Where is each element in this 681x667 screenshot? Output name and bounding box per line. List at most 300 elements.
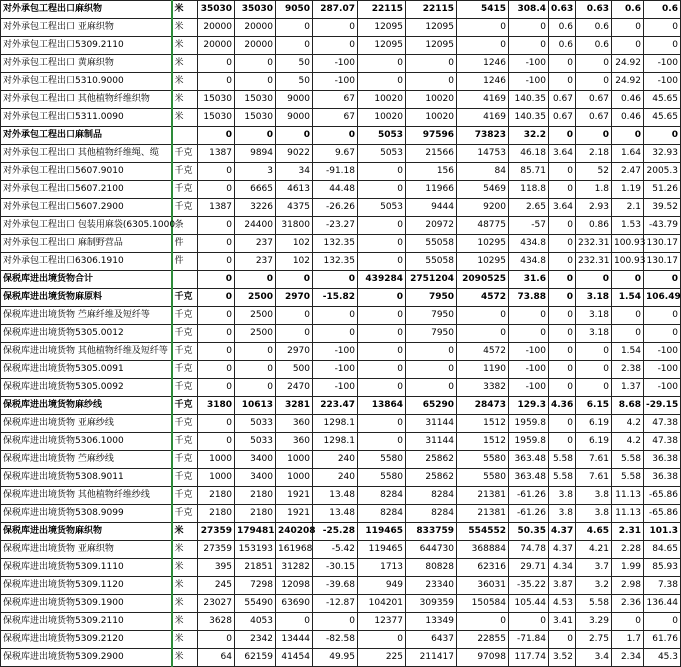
- value-cell-4: 0: [313, 271, 358, 289]
- value-cell-7: 554552: [457, 523, 509, 541]
- value-cell-4: 0: [313, 127, 358, 145]
- value-cell-12: -43.79: [644, 217, 681, 235]
- value-cell-6: 80828: [406, 559, 457, 577]
- row-name-cell: 对外承包工程出口5607.2900: [1, 199, 172, 217]
- value-cell-8: 50.35: [509, 523, 549, 541]
- row-name-cell: 保税库进出境货物5308.9099: [1, 505, 172, 523]
- value-cell-3: 41454: [276, 649, 313, 667]
- value-cell-4: -100: [313, 379, 358, 397]
- table-row: [1, 163, 681, 181]
- value-cell-9: 0: [549, 325, 576, 343]
- value-cell-4: 287.07: [313, 1, 358, 19]
- value-cell-8: 74.78: [509, 541, 549, 559]
- value-cell-8: 434.8: [509, 235, 549, 253]
- value-cell-1: 27359: [198, 541, 235, 559]
- value-cell-4: 240: [313, 469, 358, 487]
- value-cell-12: -65.86: [644, 487, 681, 505]
- value-cell-7: 4572: [457, 343, 509, 361]
- unit-cell: 千克: [172, 415, 198, 433]
- value-cell-7: 150584: [457, 595, 509, 613]
- value-cell-10: 0: [576, 127, 612, 145]
- value-cell-3: 0: [276, 613, 313, 631]
- table-row: [1, 613, 681, 631]
- value-cell-5: 8284: [358, 487, 406, 505]
- value-cell-12: 0: [644, 127, 681, 145]
- table-row: [1, 253, 681, 271]
- value-cell-8: 1959.8: [509, 415, 549, 433]
- value-cell-1: 0: [198, 55, 235, 73]
- table-row: [1, 217, 681, 235]
- value-cell-11: 8.68: [612, 397, 644, 415]
- value-cell-11: 11.13: [612, 487, 644, 505]
- row-name-cell: 保税库进出境货物 其他植物纤维纱线: [1, 487, 172, 505]
- value-cell-5: 119465: [358, 523, 406, 541]
- value-cell-7: 0: [457, 37, 509, 55]
- value-cell-4: -23.27: [313, 217, 358, 235]
- value-cell-12: 0: [644, 271, 681, 289]
- value-cell-4: -5.42: [313, 541, 358, 559]
- value-cell-3: 0: [276, 307, 313, 325]
- value-cell-10: 0: [576, 361, 612, 379]
- value-cell-10: 3.18: [576, 307, 612, 325]
- value-cell-5: 0: [358, 433, 406, 451]
- value-cell-8: 0: [509, 613, 549, 631]
- value-cell-12: 45.65: [644, 91, 681, 109]
- value-cell-3: 102: [276, 235, 313, 253]
- unit-cell: 米: [172, 91, 198, 109]
- value-cell-11: 1.7: [612, 631, 644, 649]
- value-cell-3: 50: [276, 55, 313, 73]
- row-name-cell: 对外承包工程出口麻织物: [1, 1, 172, 19]
- value-cell-7: 5580: [457, 451, 509, 469]
- value-cell-2: 2180: [235, 505, 276, 523]
- value-cell-6: 97596: [406, 127, 457, 145]
- value-cell-3: 240208: [276, 523, 313, 541]
- value-cell-2: 4053: [235, 613, 276, 631]
- value-cell-4: -82.58: [313, 631, 358, 649]
- value-cell-10: 3.7: [576, 559, 612, 577]
- value-cell-4: 0: [313, 37, 358, 55]
- value-cell-9: 0.6: [549, 37, 576, 55]
- value-cell-3: 31282: [276, 559, 313, 577]
- value-cell-5: 119465: [358, 541, 406, 559]
- value-cell-11: 1.37: [612, 379, 644, 397]
- value-cell-12: 45.3: [644, 649, 681, 667]
- value-cell-9: 0: [549, 415, 576, 433]
- value-cell-2: 20000: [235, 37, 276, 55]
- value-cell-2: 5033: [235, 433, 276, 451]
- value-cell-5: 0: [358, 343, 406, 361]
- unit-cell: 千克: [172, 505, 198, 523]
- value-cell-3: 1921: [276, 487, 313, 505]
- value-cell-3: 13444: [276, 631, 313, 649]
- value-cell-12: 106.49: [644, 289, 681, 307]
- value-cell-6: 20972: [406, 217, 457, 235]
- value-cell-9: 4.36: [549, 397, 576, 415]
- row-name-cell: 保税库进出境货物 亚麻织物: [1, 541, 172, 559]
- value-cell-11: 2.28: [612, 541, 644, 559]
- row-name-cell: 保税库进出境货物5305.0092: [1, 379, 172, 397]
- value-cell-3: 1921: [276, 505, 313, 523]
- value-cell-6: 25862: [406, 469, 457, 487]
- value-cell-5: 0: [358, 307, 406, 325]
- value-cell-5: 5053: [358, 127, 406, 145]
- row-name-cell: 保税库进出境货物 苎麻纱线: [1, 451, 172, 469]
- value-cell-1: 1387: [198, 199, 235, 217]
- value-cell-8: 363.48: [509, 451, 549, 469]
- value-cell-3: 2970: [276, 343, 313, 361]
- value-cell-9: 3.87: [549, 577, 576, 595]
- value-cell-10: 5.58: [576, 595, 612, 613]
- value-cell-3: 1000: [276, 451, 313, 469]
- table-row: [1, 631, 681, 649]
- value-cell-2: 0: [235, 343, 276, 361]
- unit-cell: 米: [172, 649, 198, 667]
- value-cell-5: 22115: [358, 1, 406, 19]
- table-row: [1, 451, 681, 469]
- value-cell-9: 0.67: [549, 109, 576, 127]
- value-cell-5: 8284: [358, 505, 406, 523]
- value-cell-4: 132.35: [313, 235, 358, 253]
- value-cell-6: 21566: [406, 145, 457, 163]
- row-name-cell: 对外承包工程出口6306.1910: [1, 253, 172, 271]
- value-cell-7: 84: [457, 163, 509, 181]
- value-cell-8: 0: [509, 19, 549, 37]
- value-cell-6: 0: [406, 361, 457, 379]
- value-cell-5: 1713: [358, 559, 406, 577]
- value-cell-5: 225: [358, 649, 406, 667]
- table-row: [1, 469, 681, 487]
- table-row: [1, 505, 681, 523]
- row-name-cell: 保税库进出境货物5306.1000: [1, 433, 172, 451]
- value-cell-1: 0: [198, 217, 235, 235]
- unit-cell: 千克: [172, 451, 198, 469]
- value-cell-7: 1190: [457, 361, 509, 379]
- row-name-cell: 对外承包工程出口 包装用麻袋(6305.1000: [1, 217, 172, 235]
- value-cell-2: 0: [235, 127, 276, 145]
- value-cell-5: 0: [358, 55, 406, 73]
- value-cell-11: 0: [612, 613, 644, 631]
- value-cell-2: 237: [235, 253, 276, 271]
- value-cell-2: 3400: [235, 451, 276, 469]
- value-cell-8: 118.8: [509, 181, 549, 199]
- row-name-cell: 对外承包工程出口5607.2100: [1, 181, 172, 199]
- row-name-cell: 对外承包工程出口5607.9010: [1, 163, 172, 181]
- value-cell-6: 55058: [406, 253, 457, 271]
- table-row: [1, 19, 681, 37]
- unit-cell: 千克: [172, 487, 198, 505]
- unit-cell: 米: [172, 55, 198, 73]
- value-cell-8: 0: [509, 325, 549, 343]
- value-cell-11: 2.1: [612, 199, 644, 217]
- value-cell-7: 97098: [457, 649, 509, 667]
- value-cell-5: 5053: [358, 199, 406, 217]
- row-name-cell: 对外承包工程出口5311.0090: [1, 109, 172, 127]
- value-cell-7: 0: [457, 307, 509, 325]
- value-cell-7: 3382: [457, 379, 509, 397]
- value-cell-3: 63690: [276, 595, 313, 613]
- value-cell-11: 0: [612, 127, 644, 145]
- value-cell-5: 10020: [358, 91, 406, 109]
- value-cell-4: 67: [313, 109, 358, 127]
- value-cell-9: 0: [549, 361, 576, 379]
- value-cell-9: 0: [549, 379, 576, 397]
- value-cell-7: 368884: [457, 541, 509, 559]
- value-cell-5: 10020: [358, 109, 406, 127]
- value-cell-2: 6665: [235, 181, 276, 199]
- value-cell-4: 223.47: [313, 397, 358, 415]
- value-cell-7: 5415: [457, 1, 509, 19]
- value-cell-2: 2500: [235, 289, 276, 307]
- value-cell-5: 104201: [358, 595, 406, 613]
- value-cell-2: 0: [235, 271, 276, 289]
- value-cell-8: 363.48: [509, 469, 549, 487]
- value-cell-12: 0: [644, 325, 681, 343]
- value-cell-1: 0: [198, 181, 235, 199]
- value-cell-6: 10020: [406, 109, 457, 127]
- value-cell-4: 1298.1: [313, 415, 358, 433]
- value-cell-6: 8284: [406, 487, 457, 505]
- value-cell-5: 0: [358, 217, 406, 235]
- value-cell-3: 0: [276, 37, 313, 55]
- row-name-cell: 保税库进出境货物5309.2900: [1, 649, 172, 667]
- value-cell-2: 35030: [235, 1, 276, 19]
- value-cell-8: 140.35: [509, 109, 549, 127]
- value-cell-3: 360: [276, 415, 313, 433]
- value-cell-11: 1.19: [612, 181, 644, 199]
- value-cell-6: 0: [406, 343, 457, 361]
- unit-cell: 千克: [172, 397, 198, 415]
- value-cell-5: 0: [358, 253, 406, 271]
- value-cell-7: 22855: [457, 631, 509, 649]
- value-cell-3: 102: [276, 253, 313, 271]
- value-cell-6: 31144: [406, 415, 457, 433]
- value-cell-4: -26.26: [313, 199, 358, 217]
- value-cell-12: 61.76: [644, 631, 681, 649]
- value-cell-5: 0: [358, 379, 406, 397]
- value-cell-10: 3.2: [576, 577, 612, 595]
- value-cell-11: 5.58: [612, 451, 644, 469]
- value-cell-2: 237: [235, 235, 276, 253]
- value-cell-1: 64: [198, 649, 235, 667]
- value-cell-11: 0: [612, 307, 644, 325]
- value-cell-11: 1.54: [612, 289, 644, 307]
- value-cell-12: 84.65: [644, 541, 681, 559]
- value-cell-7: 1246: [457, 55, 509, 73]
- row-name-cell: 保税库进出境货物5305.0012: [1, 325, 172, 343]
- value-cell-9: 0: [549, 307, 576, 325]
- value-cell-8: 434.8: [509, 253, 549, 271]
- value-cell-9: 3.64: [549, 145, 576, 163]
- value-cell-2: 10613: [235, 397, 276, 415]
- value-cell-4: 13.48: [313, 505, 358, 523]
- unit-cell: 米: [172, 577, 198, 595]
- value-cell-4: -25.28: [313, 523, 358, 541]
- unit-cell: 千克: [172, 181, 198, 199]
- table-row: [1, 37, 681, 55]
- unit-cell: 米: [172, 631, 198, 649]
- value-cell-10: 0: [576, 379, 612, 397]
- value-cell-12: 101.3: [644, 523, 681, 541]
- value-cell-5: 0: [358, 163, 406, 181]
- value-cell-10: 2.75: [576, 631, 612, 649]
- value-cell-2: 9894: [235, 145, 276, 163]
- value-cell-2: 15030: [235, 109, 276, 127]
- value-cell-4: 49.95: [313, 649, 358, 667]
- table-row: [1, 415, 681, 433]
- value-cell-11: 2.34: [612, 649, 644, 667]
- unit-cell: 千克: [172, 361, 198, 379]
- value-cell-1: 2180: [198, 487, 235, 505]
- value-cell-2: 179481: [235, 523, 276, 541]
- value-cell-5: 12377: [358, 613, 406, 631]
- value-cell-8: 2.65: [509, 199, 549, 217]
- unit-cell: 千克: [172, 469, 198, 487]
- value-cell-7: 5469: [457, 181, 509, 199]
- value-cell-4: -91.18: [313, 163, 358, 181]
- value-cell-6: 8284: [406, 505, 457, 523]
- value-cell-9: 0.6: [549, 19, 576, 37]
- value-cell-7: 4572: [457, 289, 509, 307]
- value-cell-2: 0: [235, 55, 276, 73]
- value-cell-9: 4.37: [549, 541, 576, 559]
- value-cell-7: 28473: [457, 397, 509, 415]
- value-cell-6: 25862: [406, 451, 457, 469]
- value-cell-3: 0: [276, 325, 313, 343]
- row-name-cell: 保税库进出境货物麻织物: [1, 523, 172, 541]
- row-name-cell: 保税库进出境货物 亚麻纱线: [1, 415, 172, 433]
- value-cell-11: 1.64: [612, 145, 644, 163]
- unit-cell: 千克: [172, 433, 198, 451]
- value-cell-10: 7.61: [576, 469, 612, 487]
- value-cell-4: -15.82: [313, 289, 358, 307]
- row-name-cell: 保税库进出境货物 其他植物纤维及短纤等: [1, 343, 172, 361]
- value-cell-6: 0: [406, 73, 457, 91]
- value-cell-12: 0: [644, 307, 681, 325]
- value-cell-2: 3: [235, 163, 276, 181]
- value-cell-3: 9000: [276, 91, 313, 109]
- value-cell-1: 27359: [198, 523, 235, 541]
- value-cell-5: 0: [358, 73, 406, 91]
- value-cell-5: 12095: [358, 19, 406, 37]
- value-cell-9: 0: [549, 289, 576, 307]
- table-row: [1, 487, 681, 505]
- value-cell-8: 0: [509, 307, 549, 325]
- table-row: [1, 55, 681, 73]
- value-cell-4: 0: [313, 325, 358, 343]
- value-cell-8: 0: [509, 37, 549, 55]
- value-cell-4: 44.48: [313, 181, 358, 199]
- value-cell-8: 73.88: [509, 289, 549, 307]
- value-cell-3: 0: [276, 19, 313, 37]
- value-cell-1: 1000: [198, 451, 235, 469]
- value-cell-8: 32.2: [509, 127, 549, 145]
- value-cell-1: 2180: [198, 505, 235, 523]
- value-cell-6: 644730: [406, 541, 457, 559]
- value-cell-8: 31.6: [509, 271, 549, 289]
- value-cell-9: 0.67: [549, 91, 576, 109]
- value-cell-5: 0: [358, 361, 406, 379]
- table-row: [1, 1, 681, 19]
- value-cell-8: -100: [509, 343, 549, 361]
- row-name-cell: 保税库进出境货物合计: [1, 271, 172, 289]
- value-cell-8: 46.18: [509, 145, 549, 163]
- value-cell-10: 3.8: [576, 505, 612, 523]
- value-cell-11: 1.54: [612, 343, 644, 361]
- value-cell-4: -100: [313, 343, 358, 361]
- value-cell-7: 4169: [457, 91, 509, 109]
- value-cell-7: 2090525: [457, 271, 509, 289]
- value-cell-11: 4.2: [612, 415, 644, 433]
- value-cell-8: 129.3: [509, 397, 549, 415]
- value-cell-1: 0: [198, 415, 235, 433]
- value-cell-7: 10295: [457, 235, 509, 253]
- unit-cell: 米: [172, 541, 198, 559]
- row-name-cell: 保税库进出境货物 苎麻纤维及短纤等: [1, 307, 172, 325]
- value-cell-11: 0.46: [612, 109, 644, 127]
- value-cell-11: 0: [612, 271, 644, 289]
- value-cell-5: 949: [358, 577, 406, 595]
- value-cell-1: 20000: [198, 37, 235, 55]
- value-cell-3: 12098: [276, 577, 313, 595]
- value-cell-6: 833759: [406, 523, 457, 541]
- value-cell-9: 0: [549, 235, 576, 253]
- unit-cell: [172, 127, 198, 145]
- value-cell-8: -61.26: [509, 487, 549, 505]
- value-cell-4: -12.87: [313, 595, 358, 613]
- row-name-cell: 保税库进出境货物5309.2110: [1, 613, 172, 631]
- row-name-cell: 保税库进出境货物5309.2120: [1, 631, 172, 649]
- value-cell-2: 3400: [235, 469, 276, 487]
- value-cell-2: 0: [235, 379, 276, 397]
- value-cell-9: 3.8: [549, 505, 576, 523]
- value-cell-10: 3.8: [576, 487, 612, 505]
- value-cell-3: 161968: [276, 541, 313, 559]
- value-cell-4: 13.48: [313, 487, 358, 505]
- value-cell-12: 0.6: [644, 1, 681, 19]
- value-cell-9: 0: [549, 55, 576, 73]
- value-cell-12: 0: [644, 19, 681, 37]
- value-cell-11: 0.6: [612, 1, 644, 19]
- value-cell-12: -65.86: [644, 505, 681, 523]
- value-cell-4: -100: [313, 73, 358, 91]
- row-name-cell: 对外承包工程出口 黄麻织物: [1, 55, 172, 73]
- value-cell-1: 0: [198, 163, 235, 181]
- value-cell-10: 52: [576, 163, 612, 181]
- value-cell-9: 0.63: [549, 1, 576, 19]
- value-cell-3: 4613: [276, 181, 313, 199]
- row-name-cell: 保税库进出境货物5308.9011: [1, 469, 172, 487]
- value-cell-10: 4.65: [576, 523, 612, 541]
- value-cell-10: 2.18: [576, 145, 612, 163]
- value-cell-7: 1512: [457, 433, 509, 451]
- value-cell-12: 85.93: [644, 559, 681, 577]
- value-cell-1: 35030: [198, 1, 235, 19]
- value-cell-10: 2.93: [576, 199, 612, 217]
- value-cell-3: 0: [276, 127, 313, 145]
- value-cell-6: 10020: [406, 91, 457, 109]
- value-cell-3: 31800: [276, 217, 313, 235]
- value-cell-5: 5580: [358, 451, 406, 469]
- value-cell-8: 85.71: [509, 163, 549, 181]
- value-cell-12: -100: [644, 73, 681, 91]
- value-cell-12: 39.52: [644, 199, 681, 217]
- value-cell-6: 23340: [406, 577, 457, 595]
- value-cell-2: 2500: [235, 325, 276, 343]
- value-cell-12: 0: [644, 613, 681, 631]
- value-cell-7: 21381: [457, 505, 509, 523]
- value-cell-1: 0: [198, 73, 235, 91]
